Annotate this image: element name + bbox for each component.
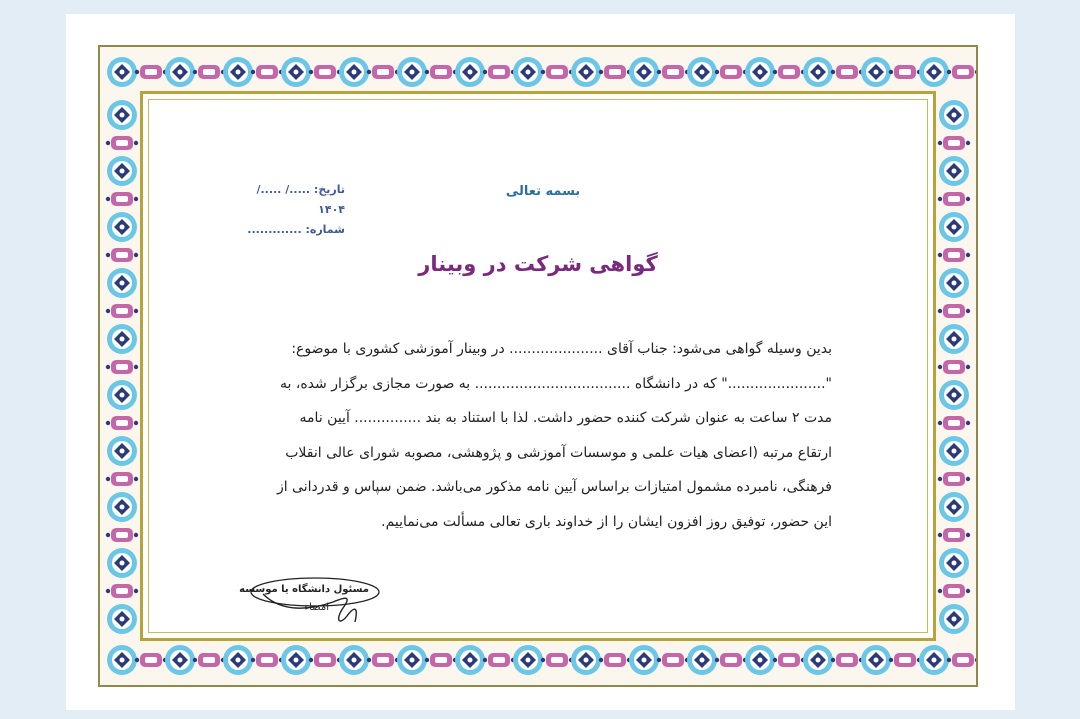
ornament-motif xyxy=(106,248,138,262)
ornament-motif xyxy=(367,653,399,667)
ornament-motif xyxy=(107,156,137,186)
ornament-motif xyxy=(571,57,601,87)
ornamental-border xyxy=(98,45,978,687)
ornament-motif xyxy=(938,192,970,206)
ornament-motif xyxy=(513,645,543,675)
ornament-motif xyxy=(938,584,970,598)
ornament-motif xyxy=(773,653,805,667)
ornament-motif xyxy=(107,57,137,87)
ornament-motif xyxy=(483,65,515,79)
ornament-motif xyxy=(483,653,515,667)
ornament-motif xyxy=(251,65,283,79)
body-line: بدین وسیله گواهی می‌شود: جناب آقای ..................... در وبینار آموزشی کشوری با موضوع: xyxy=(291,341,832,357)
ornament-motif xyxy=(803,645,833,675)
signature-block xyxy=(239,564,383,644)
ornament-motif xyxy=(425,65,457,79)
ornament-motif xyxy=(947,653,976,667)
certificate-sheet xyxy=(66,14,1015,710)
ornament-motif xyxy=(107,380,137,410)
ornament-motif xyxy=(107,100,137,130)
ornament-motif xyxy=(939,212,969,242)
signature-sub: امضاء xyxy=(304,602,329,613)
ornament-motif xyxy=(803,57,833,87)
ornament-motif xyxy=(745,57,775,87)
date-number-block xyxy=(235,180,345,240)
ornament-motif xyxy=(745,645,775,675)
ornament-motif xyxy=(106,416,138,430)
ornament-motif xyxy=(513,57,543,87)
body-line: فرهنگی، نامبرده مشمول امتیازات براساس آیین نامه مذکور می‌باشد. ضمن سپاس و قدردانی از xyxy=(276,479,832,495)
ornament-motif xyxy=(599,65,631,79)
body-line: "......................" که در دانشگاه ................................... به صورت مجازی برگزار شده، به xyxy=(279,375,832,392)
ornament-motif xyxy=(309,653,341,667)
ornament-motif xyxy=(339,57,369,87)
ornament-motif xyxy=(106,360,138,374)
date-label: تاریخ: ...../ ...../ ۱۴۰۴ xyxy=(256,183,345,216)
ornament-motif xyxy=(107,604,137,634)
ornament-motif xyxy=(629,645,659,675)
ornament-motif xyxy=(657,653,689,667)
ornament-motif xyxy=(193,653,225,667)
certificate-title: گواهی شرکت در وبینار xyxy=(418,252,658,276)
ornament-motif xyxy=(939,380,969,410)
ornament-strip-left xyxy=(100,97,144,635)
ornament-motif xyxy=(861,645,891,675)
ornament-motif xyxy=(106,136,138,150)
ornament-motif xyxy=(629,57,659,87)
ornament-motif xyxy=(947,65,976,79)
ornament-motif xyxy=(165,645,195,675)
ornament-motif xyxy=(715,653,747,667)
ornament-motif xyxy=(687,645,717,675)
ornament-motif xyxy=(455,57,485,87)
ornament-motif xyxy=(107,324,137,354)
ornament-motif xyxy=(657,65,689,79)
ornament-motif xyxy=(339,645,369,675)
number-label: شماره: ............. xyxy=(247,223,345,236)
ornament-motif xyxy=(135,653,167,667)
ornament-motif xyxy=(938,528,970,542)
ornament-motif xyxy=(135,65,167,79)
ornament-motif xyxy=(938,416,970,430)
ornament-motif xyxy=(938,248,970,262)
ornament-motif xyxy=(397,645,427,675)
signature-label: مسئول دانشگاه یا موسسه xyxy=(239,584,369,595)
ornament-motif xyxy=(939,100,969,130)
ornament-motif xyxy=(251,653,283,667)
ornament-motif xyxy=(107,492,137,522)
ornament-motif xyxy=(309,65,341,79)
ornament-motif xyxy=(939,492,969,522)
ornament-motif xyxy=(425,653,457,667)
body-line: مدت ۲ ساعت به عنوان شرکت کننده حضور داشت. لذا با استناد به بند ............... آیین نامه xyxy=(299,410,832,426)
ornament-motif xyxy=(165,57,195,87)
ornament-motif xyxy=(106,304,138,318)
ornament-motif xyxy=(919,645,949,675)
ornament-strip-top xyxy=(100,47,976,97)
ornament-motif xyxy=(938,136,970,150)
ornament-motif xyxy=(889,653,921,667)
ornament-motif xyxy=(939,548,969,578)
ornament-motif xyxy=(541,65,573,79)
ornament-motif xyxy=(106,584,138,598)
ornament-motif xyxy=(571,645,601,675)
ornament-motif xyxy=(281,645,311,675)
body-line: این حضور، توفیق روز افزون ایشان را از خداوند باری تعالی مسألت می‌نماییم. xyxy=(381,513,832,530)
signature-scribble-icon xyxy=(243,564,383,644)
ornament-motif xyxy=(107,436,137,466)
ornament-motif xyxy=(281,57,311,87)
ornament-motif xyxy=(938,472,970,486)
ornament-motif xyxy=(939,436,969,466)
ornament-motif xyxy=(831,65,863,79)
ornament-motif xyxy=(831,653,863,667)
ornament-motif xyxy=(773,65,805,79)
ornament-motif xyxy=(107,645,137,675)
ornament-strip-bottom xyxy=(100,635,976,685)
ornament-motif xyxy=(107,268,137,298)
ornament-motif xyxy=(367,65,399,79)
ornament-motif xyxy=(889,65,921,79)
ornament-motif xyxy=(223,645,253,675)
ornament-motif xyxy=(106,528,138,542)
certificate-content xyxy=(143,94,933,638)
ornament-motif xyxy=(193,65,225,79)
ornament-motif xyxy=(939,604,969,634)
ornament-motif xyxy=(599,653,631,667)
ornament-motif xyxy=(397,57,427,87)
ornament-motif xyxy=(107,548,137,578)
ornament-motif xyxy=(687,57,717,87)
ornament-motif xyxy=(939,324,969,354)
ornament-motif xyxy=(861,57,891,87)
inner-frame xyxy=(140,91,936,641)
ornament-motif xyxy=(938,304,970,318)
ornament-motif xyxy=(939,268,969,298)
ornament-motif xyxy=(107,212,137,242)
basmala: بسمه تعالی xyxy=(505,184,581,199)
ornament-motif xyxy=(541,653,573,667)
ornament-strip-right xyxy=(932,97,976,635)
certificate-body xyxy=(248,332,832,539)
ornament-motif xyxy=(455,645,485,675)
ornament-motif xyxy=(106,192,138,206)
body-line: ارتقاع مرتبه (اعضای هیات علمی و موسسات آموزشی و پژوهشی، مصوبه شورای عالی انقلاب xyxy=(285,444,832,461)
ornament-motif xyxy=(106,472,138,486)
ornament-motif xyxy=(223,57,253,87)
ornament-motif xyxy=(939,156,969,186)
ornament-motif xyxy=(938,360,970,374)
ornament-motif xyxy=(715,65,747,79)
ornament-motif xyxy=(919,57,949,87)
